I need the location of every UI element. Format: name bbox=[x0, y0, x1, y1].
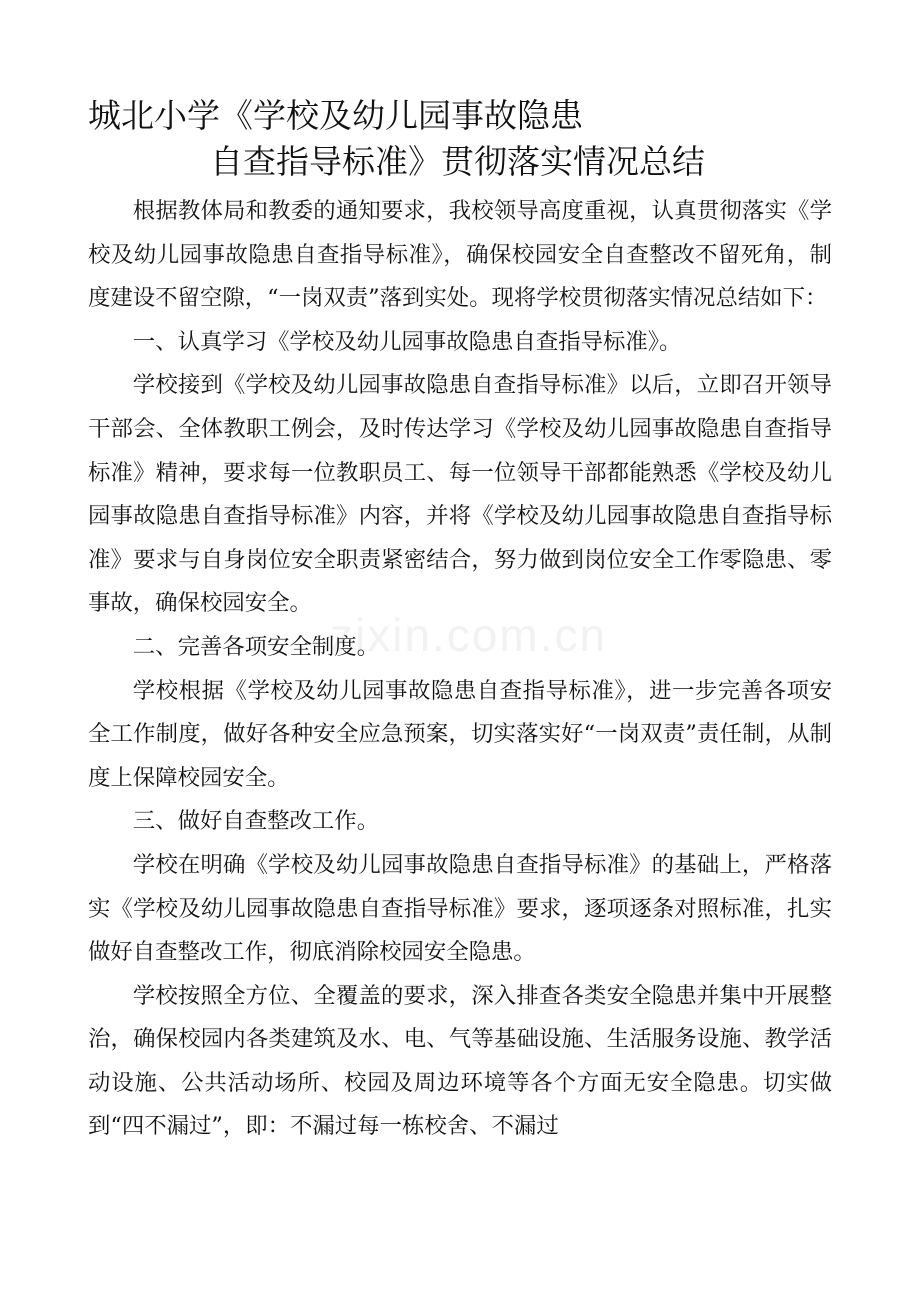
section-heading-3: 三、做好自查整改工作。 bbox=[132, 808, 380, 835]
paragraph-system: 学校根据《学校及幼儿园事故隐患自查指导标准》，进一步完善各项安全工作制度，做好各种安全应急预案，切实落实好“一岗双责”责任制，从制度上保障校园安全。 bbox=[88, 677, 832, 791]
document-title-line-2: 自查指导标准》贯彻落实情况总结 bbox=[210, 142, 705, 181]
watermark: zixin.com.cn bbox=[330, 609, 608, 661]
section-heading-2: 二、完善各项安全制度。 bbox=[132, 633, 380, 660]
paragraph-intro: 根据教体局和教委的通知要求，我校领导高度重视，认真贯彻落实《学校及幼儿园事故隐患自查指导标准》，确保校园安全自查整改不留死角，制度建设不留空隙，“一岗双责”落到实处。现将学校贯彻落实情况总结如下： bbox=[88, 198, 832, 312]
paragraph-rectification: 学校在明确《学校及幼儿园事故隐患自查指导标准》的基础上，严格落实《学校及幼儿园事故隐患自查指导标准》要求，逐项逐条对照标准，扎实做好自查整改工作，彻底消除校园安全隐患。 bbox=[88, 851, 832, 966]
document-body bbox=[88, 190, 832, 1149]
section-heading-1: 一、认真学习《学校及幼儿园事故隐患自查指导标准》。 bbox=[132, 328, 682, 355]
paragraph-inspection: 学校按照全方位、全覆盖的要求，深入排查各类安全隐患并集中开展整治，确保校园内各类建筑及水、电、气等基础设施、生活服务设施、教学活动设施、公共活动场所、校园及周边环境等各个方面无安全隐患。切实做到“四不漏过”，即：不漏过每一栋校舍、不漏过 bbox=[88, 982, 832, 1140]
document-title-line-1: 城北小学《学校及幼儿园事故隐患 bbox=[88, 96, 583, 135]
paragraph-study: 学校接到《学校及幼儿园事故隐患自查指导标准》以后，立即召开领导干部会、全体教职工例会，及时传达学习《学校及幼儿园事故隐患自查指导标准》精神，要求每一位教职员工、每一位领导干部都能熟悉《学校及幼儿园事故隐患自查指导标准》内容，并将《学校及幼儿园事故隐患自查指导标准》要求与自身岗位安全职责紧密结合，努力做到岗位安全工作零隐患、零事故，确保校园安全。 bbox=[88, 372, 832, 617]
